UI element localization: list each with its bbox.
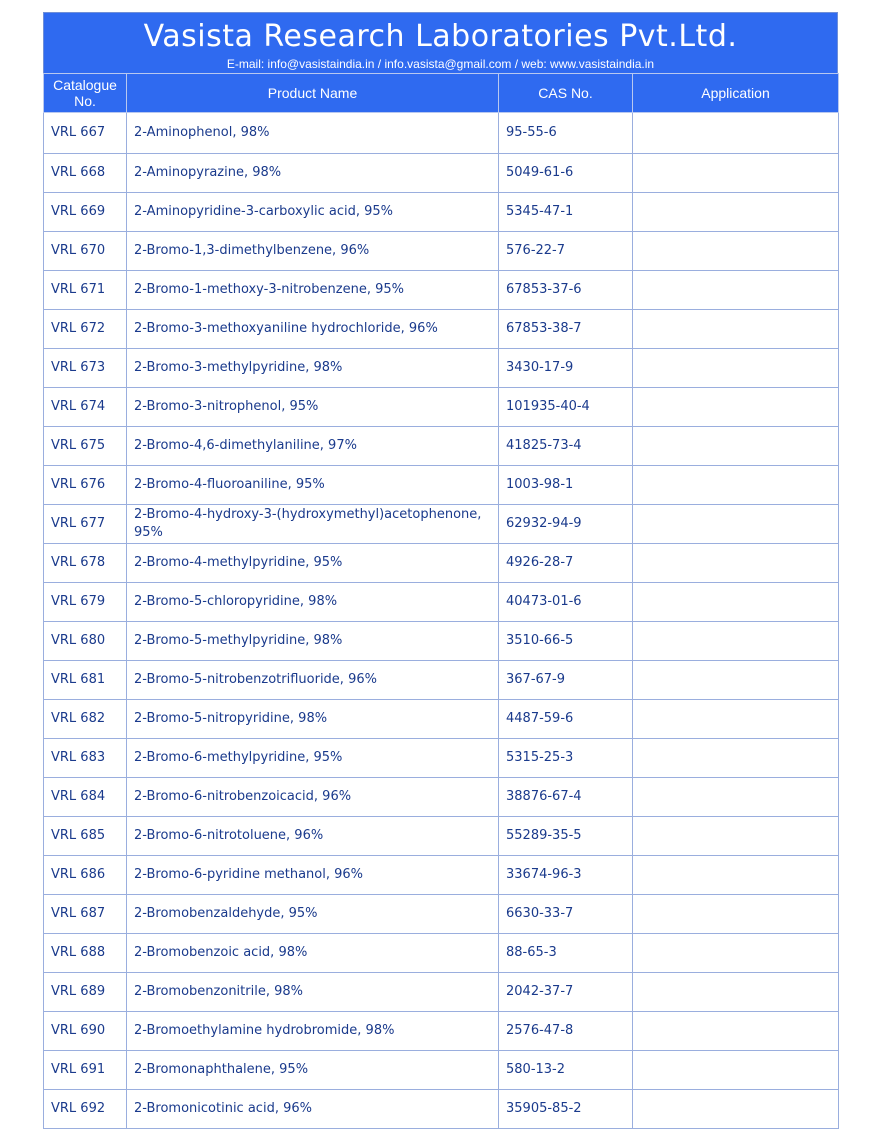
application-cell bbox=[633, 778, 839, 817]
catalogue-cell: VRL 687 bbox=[44, 895, 127, 934]
application-cell bbox=[633, 388, 839, 427]
cas-cell: 367-67-9 bbox=[499, 661, 633, 700]
product-cell: 2-Bromobenzonitrile, 98% bbox=[127, 973, 499, 1012]
product-cell: 2-Bromo-3-methoxyaniline hydrochloride, 96% bbox=[127, 310, 499, 349]
cas-cell: 5345-47-1 bbox=[499, 193, 633, 232]
column-header-cas: CAS No. bbox=[499, 74, 633, 113]
table-row bbox=[44, 193, 839, 232]
catalogue-cell: VRL 689 bbox=[44, 973, 127, 1012]
table-row bbox=[44, 466, 839, 505]
cas-cell: 67853-37-6 bbox=[499, 271, 633, 310]
table-row bbox=[44, 856, 839, 895]
catalogue-cell: VRL 667 bbox=[44, 113, 127, 154]
catalogue-cell: VRL 670 bbox=[44, 232, 127, 271]
cas-cell: 580-13-2 bbox=[499, 1051, 633, 1090]
product-cell: 2-Bromo-5-nitrobenzotrifluoride, 96% bbox=[127, 661, 499, 700]
cas-cell: 6630-33-7 bbox=[499, 895, 633, 934]
product-cell: 2-Bromo-6-pyridine methanol, 96% bbox=[127, 856, 499, 895]
catalogue-cell: VRL 672 bbox=[44, 310, 127, 349]
catalogue-cell: VRL 685 bbox=[44, 817, 127, 856]
application-cell bbox=[633, 466, 839, 505]
cas-cell: 5049-61-6 bbox=[499, 154, 633, 193]
product-cell: 2-Bromo-5-methylpyridine, 98% bbox=[127, 622, 499, 661]
product-cell: 2-Bromonaphthalene, 95% bbox=[127, 1051, 499, 1090]
header-row bbox=[44, 74, 839, 113]
product-cell: 2-Bromo-4-hydroxy-3-(hydroxymethyl)acetophenone, 95% bbox=[127, 505, 499, 544]
table-row bbox=[44, 388, 839, 427]
table-row bbox=[44, 622, 839, 661]
company-banner bbox=[43, 12, 838, 73]
product-cell: 2-Aminopyrazine, 98% bbox=[127, 154, 499, 193]
catalogue-cell: VRL 679 bbox=[44, 583, 127, 622]
cas-cell: 4487-59-6 bbox=[499, 700, 633, 739]
product-cell: 2-Bromoethylamine hydrobromide, 98% bbox=[127, 1012, 499, 1051]
application-cell bbox=[633, 271, 839, 310]
catalogue-cell: VRL 678 bbox=[44, 544, 127, 583]
catalogue-sheet bbox=[43, 12, 838, 1129]
column-header-catalogue: Catalogue No. bbox=[44, 74, 127, 113]
application-cell bbox=[633, 622, 839, 661]
application-cell bbox=[633, 544, 839, 583]
table-header bbox=[44, 74, 839, 113]
product-cell: 2-Bromo-6-nitrotoluene, 96% bbox=[127, 817, 499, 856]
catalogue-cell: VRL 680 bbox=[44, 622, 127, 661]
application-cell bbox=[633, 310, 839, 349]
cas-cell: 38876-67-4 bbox=[499, 778, 633, 817]
cas-cell: 3430-17-9 bbox=[499, 349, 633, 388]
application-cell bbox=[633, 661, 839, 700]
table-body bbox=[44, 113, 839, 1129]
cas-cell: 5315-25-3 bbox=[499, 739, 633, 778]
catalogue-cell: VRL 688 bbox=[44, 934, 127, 973]
product-cell: 2-Bromo-5-nitropyridine, 98% bbox=[127, 700, 499, 739]
table-row bbox=[44, 778, 839, 817]
application-cell bbox=[633, 1012, 839, 1051]
catalogue-cell: VRL 673 bbox=[44, 349, 127, 388]
product-cell: 2-Bromo-4-methylpyridine, 95% bbox=[127, 544, 499, 583]
table-row bbox=[44, 700, 839, 739]
application-cell bbox=[633, 1090, 839, 1129]
application-cell bbox=[633, 1051, 839, 1090]
application-cell bbox=[633, 505, 839, 544]
cas-cell: 3510-66-5 bbox=[499, 622, 633, 661]
table-row bbox=[44, 817, 839, 856]
cas-cell: 95-55-6 bbox=[499, 113, 633, 154]
product-cell: 2-Bromo-4-fluoroaniline, 95% bbox=[127, 466, 499, 505]
catalogue-cell: VRL 669 bbox=[44, 193, 127, 232]
cas-cell: 35905-85-2 bbox=[499, 1090, 633, 1129]
application-cell bbox=[633, 934, 839, 973]
column-header-product: Product Name bbox=[127, 74, 499, 113]
application-cell bbox=[633, 973, 839, 1012]
catalogue-cell: VRL 691 bbox=[44, 1051, 127, 1090]
application-cell bbox=[633, 232, 839, 271]
table-row bbox=[44, 113, 839, 154]
cas-cell: 2042-37-7 bbox=[499, 973, 633, 1012]
catalogue-cell: VRL 690 bbox=[44, 1012, 127, 1051]
table-row bbox=[44, 154, 839, 193]
catalogue-cell: VRL 677 bbox=[44, 505, 127, 544]
table-row bbox=[44, 739, 839, 778]
contact-line: E-mail: info@vasistaindia.in / info.vasista@gmail.com / web: www.vasistaindia.in bbox=[226, 57, 655, 71]
product-table bbox=[43, 73, 839, 1129]
company-name: Vasista Research Laboratories Pvt.Ltd. bbox=[143, 19, 738, 54]
catalogue-cell: VRL 675 bbox=[44, 427, 127, 466]
catalogue-cell: VRL 671 bbox=[44, 271, 127, 310]
product-cell: 2-Aminopyridine-3-carboxylic acid, 95% bbox=[127, 193, 499, 232]
application-cell bbox=[633, 700, 839, 739]
product-cell: 2-Bromo-6-methylpyridine, 95% bbox=[127, 739, 499, 778]
product-cell: 2-Bromo-5-chloropyridine, 98% bbox=[127, 583, 499, 622]
table-row bbox=[44, 1051, 839, 1090]
application-cell bbox=[633, 817, 839, 856]
catalogue-cell: VRL 683 bbox=[44, 739, 127, 778]
application-cell bbox=[633, 154, 839, 193]
application-cell bbox=[633, 113, 839, 154]
catalogue-cell: VRL 681 bbox=[44, 661, 127, 700]
product-cell: 2-Aminophenol, 98% bbox=[127, 113, 499, 154]
application-cell bbox=[633, 739, 839, 778]
catalogue-cell: VRL 668 bbox=[44, 154, 127, 193]
product-cell: 2-Bromobenzoic acid, 98% bbox=[127, 934, 499, 973]
product-cell: 2-Bromo-1-methoxy-3-nitrobenzene, 95% bbox=[127, 271, 499, 310]
cas-cell: 40473-01-6 bbox=[499, 583, 633, 622]
cas-cell: 2576-47-8 bbox=[499, 1012, 633, 1051]
cas-cell: 67853-38-7 bbox=[499, 310, 633, 349]
application-cell bbox=[633, 856, 839, 895]
catalogue-cell: VRL 692 bbox=[44, 1090, 127, 1129]
product-cell: 2-Bromo-4,6-dimethylaniline, 97% bbox=[127, 427, 499, 466]
cas-cell: 55289-35-5 bbox=[499, 817, 633, 856]
product-cell: 2-Bromobenzaldehyde, 95% bbox=[127, 895, 499, 934]
table-row bbox=[44, 427, 839, 466]
catalogue-cell: VRL 674 bbox=[44, 388, 127, 427]
product-cell: 2-Bromo-6-nitrobenzoicacid, 96% bbox=[127, 778, 499, 817]
cas-cell: 33674-96-3 bbox=[499, 856, 633, 895]
table-row bbox=[44, 310, 839, 349]
cas-cell: 1003-98-1 bbox=[499, 466, 633, 505]
product-cell: 2-Bromo-1,3-dimethylbenzene, 96% bbox=[127, 232, 499, 271]
table-row bbox=[44, 661, 839, 700]
cas-cell: 41825-73-4 bbox=[499, 427, 633, 466]
table-row bbox=[44, 934, 839, 973]
table-row bbox=[44, 271, 839, 310]
cas-cell: 101935-40-4 bbox=[499, 388, 633, 427]
column-header-application: Application bbox=[633, 74, 839, 113]
application-cell bbox=[633, 193, 839, 232]
product-cell: 2-Bromo-3-nitrophenol, 95% bbox=[127, 388, 499, 427]
catalogue-cell: VRL 686 bbox=[44, 856, 127, 895]
table-row bbox=[44, 895, 839, 934]
product-cell: 2-Bromonicotinic acid, 96% bbox=[127, 1090, 499, 1129]
table-row bbox=[44, 973, 839, 1012]
table-row bbox=[44, 505, 839, 544]
table-row bbox=[44, 544, 839, 583]
table-row bbox=[44, 349, 839, 388]
application-cell bbox=[633, 427, 839, 466]
table-row bbox=[44, 1012, 839, 1051]
application-cell bbox=[633, 349, 839, 388]
table-row bbox=[44, 1090, 839, 1129]
product-cell: 2-Bromo-3-methylpyridine, 98% bbox=[127, 349, 499, 388]
application-cell bbox=[633, 895, 839, 934]
application-cell bbox=[633, 583, 839, 622]
cas-cell: 88-65-3 bbox=[499, 934, 633, 973]
table-row bbox=[44, 583, 839, 622]
cas-cell: 4926-28-7 bbox=[499, 544, 633, 583]
cas-cell: 576-22-7 bbox=[499, 232, 633, 271]
catalogue-cell: VRL 676 bbox=[44, 466, 127, 505]
catalogue-cell: VRL 682 bbox=[44, 700, 127, 739]
cas-cell: 62932-94-9 bbox=[499, 505, 633, 544]
table-row bbox=[44, 232, 839, 271]
catalogue-cell: VRL 684 bbox=[44, 778, 127, 817]
